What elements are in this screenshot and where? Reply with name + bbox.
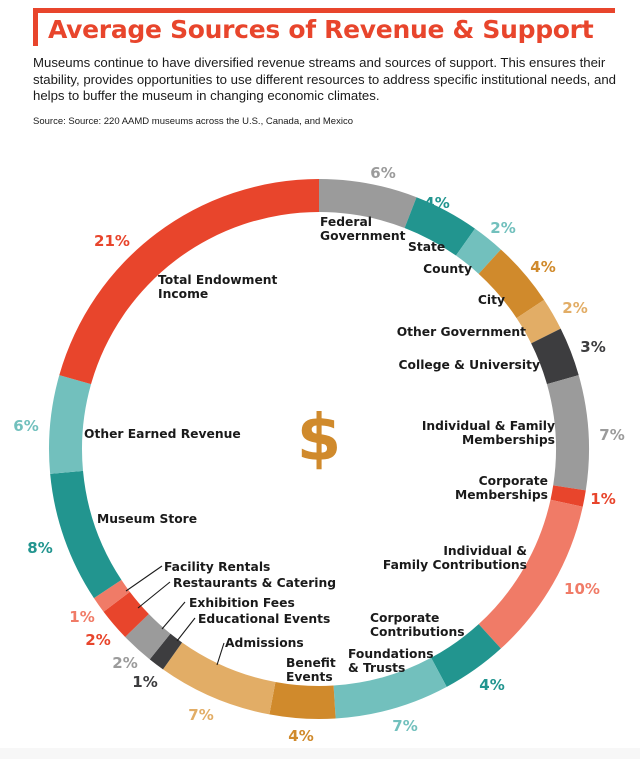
label-admissions: Admissions	[225, 636, 304, 650]
pct-museum-store: 8%	[27, 539, 53, 557]
label-facility-rentals: Facility Rentals	[164, 560, 271, 574]
label-other-government: Other Government	[396, 325, 526, 339]
pct-total-endowment-income: 21%	[94, 232, 130, 250]
label-college-and-university: College & University	[398, 358, 540, 372]
pct-federal-government: 6%	[370, 164, 396, 182]
source-note: Source: Source: 220 AAMD museums across the U.S., Canada, and Mexico	[33, 116, 353, 127]
segment-museum-store	[50, 471, 121, 598]
pct-college-and-university: 3%	[580, 338, 606, 356]
label-exhibition-fees: Exhibition Fees	[189, 596, 295, 610]
label-educational-events: Educational Events	[198, 612, 331, 626]
pct-benefit-events: 4%	[288, 727, 314, 745]
label-county: County	[423, 262, 472, 276]
pct-exhibition-fees: 2%	[112, 654, 138, 672]
pct-individual-and-family-contributions: 10%	[564, 580, 600, 598]
pct-educational-events: 1%	[132, 673, 158, 691]
label-federal-government: Federal Government	[320, 215, 406, 243]
intro-paragraph: Museums continue to have diversified revenue streams and sources of support. This ensures their stability, provides opportunities to use different resources to address specific institutional needs, and helps to buffer the museum in changing economic climates.	[33, 55, 617, 103]
label-museum-store: Museum Store	[97, 512, 198, 526]
pct-other-government: 2%	[562, 299, 588, 317]
pct-corporate-memberships: 1%	[590, 490, 616, 508]
pct-corporate-contributions: 4%	[479, 676, 505, 694]
label-other-earned-revenue: Other Earned Revenue	[84, 427, 241, 441]
segment-other-earned-revenue	[49, 375, 91, 474]
bottom-band	[0, 748, 640, 759]
leader-line-educational-events	[177, 618, 195, 641]
pct-other-earned-revenue: 6%	[13, 417, 39, 435]
label-individual-and-family-memberships: Individual & Family Memberships	[421, 419, 555, 447]
label-restaurants-and-catering: Restaurants & Catering	[173, 576, 337, 590]
pct-admissions: 7%	[188, 706, 214, 724]
leader-line-facility-rentals	[126, 566, 162, 591]
pct-individual-and-family-memberships: 7%	[599, 426, 625, 444]
leader-line-admissions	[217, 643, 224, 665]
label-benefit-events: Benefit Events	[286, 656, 336, 684]
segment-individual-and-family-contributions	[479, 500, 583, 649]
label-corporate-contributions: Corporate Contributions	[370, 611, 465, 639]
pct-restaurants-and-catering: 2%	[85, 631, 111, 649]
label-total-endowment-income: Total Endowment Income	[158, 273, 278, 301]
pct-state: 4%	[424, 194, 450, 212]
pct-foundations-and-trusts: 7%	[392, 717, 418, 735]
label-state: State	[408, 240, 446, 254]
pct-county: 2%	[490, 219, 516, 237]
segment-benefit-events	[269, 682, 335, 719]
leader-line-exhibition-fees	[162, 602, 185, 629]
dollar-icon: $	[296, 402, 342, 476]
label-city: City	[477, 293, 505, 307]
page-title: Average Sources of Revenue & Support	[48, 15, 594, 44]
pct-facility-rentals: 1%	[69, 608, 95, 626]
pct-city: 4%	[530, 258, 556, 276]
label-foundations-and-trusts: Foundations & Trusts	[348, 647, 434, 675]
label-corporate-memberships: Corporate Memberships	[454, 474, 548, 502]
segment-admissions	[163, 642, 275, 714]
label-individual-and-family-contributions: Individual & Family Contributions	[382, 544, 527, 572]
leader-line-restaurants-and-catering	[138, 582, 170, 608]
